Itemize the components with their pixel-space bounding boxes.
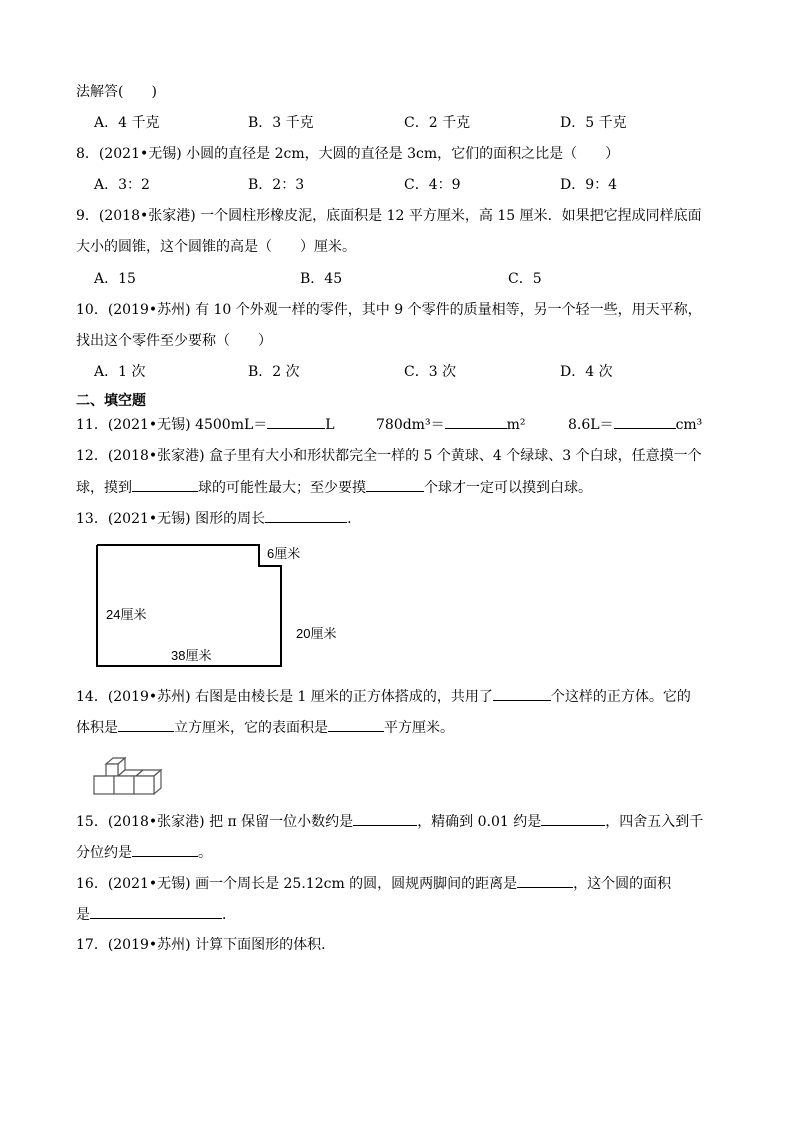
q14-blank-2[interactable]: [118, 717, 174, 732]
q13-text: 13．(2021•无锡) 图形的周长: [76, 511, 266, 527]
q8-stem: 8．(2021•无锡) 小圆的直径是 2cm，大圆的直径是 3cm，它们的面积之比是（ ）: [76, 146, 620, 162]
q11-part-3: [568, 414, 702, 435]
q9-option-a: A．15: [94, 271, 136, 287]
q13-label-right: 20厘米: [296, 626, 337, 641]
q12-text-b: 球的可能性最大；至少要摸: [198, 480, 366, 496]
q15-blank-3[interactable]: [132, 842, 198, 857]
q12-text-c: 个球才一定可以摸到白球。: [424, 480, 592, 496]
q16-stem-line1: [76, 873, 671, 894]
q10-stem-line1: 10．(2019•苏州) 有 10 个外观一样的零件，其中 9 个零件的质量相等，另一个轻一些，用天平称，: [76, 302, 702, 318]
q10-option-c: C．3 次: [404, 364, 457, 380]
q16-text-1a: 16．(2021•无锡) 画一个周长是 25.12cm 的圆，圆规两脚间的距离是: [76, 876, 518, 892]
q15-text-1b: ，精确到 0.01 约是: [417, 814, 542, 830]
q15-text-2b: 。: [198, 845, 212, 861]
q8-option-c: C．4：9: [404, 177, 461, 193]
q17-stem: 17．(2019•苏州) 计算下面图形的体积．: [76, 937, 336, 953]
q14-cube-figure: [92, 750, 164, 802]
q12-text-a: 球，摸到: [76, 480, 132, 496]
q14-text-2a: 体积是: [76, 720, 118, 736]
q15-blank-1[interactable]: [353, 811, 417, 826]
q10-option-a: A．1 次: [94, 364, 146, 380]
q11-blank-3[interactable]: [614, 414, 676, 429]
cube-front-face: [114, 776, 134, 794]
q11-part-3-text: 8.6L＝: [568, 417, 614, 433]
q16-stem-line2: [76, 904, 236, 925]
q7-option-d: D．5 千克: [560, 115, 627, 131]
q15-stem-line2: [76, 842, 212, 863]
q13-label-bottom: 38厘米: [171, 648, 212, 663]
q12-blank-2[interactable]: [366, 477, 424, 492]
cube-front-face: [134, 776, 154, 794]
q16-text-2a: 是: [76, 907, 90, 923]
q7-option-b: B．3 千克: [248, 115, 314, 131]
q14-blank-1[interactable]: [493, 686, 551, 701]
q14-text-1a: 14．(2019•苏州) 右图是由棱长是 1 厘米的正方体搭成的，共用了: [76, 689, 493, 705]
q11-part-2: [376, 414, 525, 435]
q10-option-b: B．2 次: [248, 364, 300, 380]
q13-blank[interactable]: [265, 508, 347, 523]
q14-stem-line2: [76, 717, 454, 738]
q15-blank-2[interactable]: [541, 811, 605, 826]
q14-text-2b: 立方厘米，它的表面积是: [174, 720, 328, 736]
q16-blank-2[interactable]: [90, 904, 222, 919]
q14-blank-3[interactable]: [328, 717, 384, 732]
q11-blank-2[interactable]: [445, 414, 507, 429]
cube-front-face: [106, 764, 118, 776]
q11-line: [76, 414, 335, 435]
q12-stem-line1: 12．(2018•张家港) 盒子里有大小和形状都完全一样的 5 个黄球、4 个绿球、3 个白球，任意摸一个: [76, 448, 702, 464]
q13-figure: [90, 540, 350, 675]
q13-end: .: [347, 511, 352, 527]
q9-stem-line2: 大小的圆锥，这个圆锥的高是（ ）厘米。: [76, 239, 356, 255]
q11-unit-1: L: [325, 417, 335, 433]
q7-option-c: C．2 千克: [404, 115, 471, 131]
q7-option-a: A．4 千克: [94, 115, 160, 131]
q8-option-d: D．9：4: [560, 177, 618, 193]
q16-text-2b: ．: [222, 907, 236, 923]
q11-unit-3: cm³: [675, 417, 703, 433]
q12-blank-1[interactable]: [132, 477, 198, 492]
q14-stem-line1: [76, 686, 691, 707]
section-title: 二、填空题: [76, 393, 146, 409]
q11-prefix: 11．(2021•无锡) 4500mL＝: [76, 417, 268, 433]
q15-text-2a: 分位约是: [76, 845, 132, 861]
q16-text-1b: ，这个圆的面积: [573, 876, 672, 892]
q14-text-1b: 个这样的正方体。它的: [550, 689, 691, 705]
q13-label-notch: 6厘米: [267, 546, 301, 561]
q7-tail: 法解答( ): [76, 84, 157, 100]
q15-text-1c: ，四舍五入到千: [605, 814, 704, 830]
q11-part-2-text: 780dm³＝: [376, 417, 445, 433]
q13-label-left: 24厘米: [106, 607, 147, 622]
q9-option-b: B．45: [300, 271, 343, 287]
q12-stem-line2: [76, 477, 592, 498]
q10-stem-line2: 找出这个零件至少要称（ ）: [76, 333, 272, 349]
q9-stem-line1: 9．(2018•张家港) 一个圆柱形橡皮泥，底面积是 12 平方厘米，高 15 厘米．如果把它捏成同样底面: [76, 208, 702, 224]
q8-option-b: B．2：3: [248, 177, 305, 193]
q11-blank-1[interactable]: [267, 414, 325, 429]
q11-unit-2: m²: [506, 417, 526, 433]
q14-text-2c: 平方厘米。: [384, 720, 454, 736]
q15-stem-line1: [76, 811, 703, 832]
q8-option-a: A．3：2: [94, 177, 150, 193]
q16-blank-1[interactable]: [517, 873, 573, 888]
q10-option-d: D．4 次: [560, 364, 613, 380]
q15-text-1a: 15．(2018•张家港) 把 π 保留一位小数约是: [76, 814, 354, 830]
q13-stem: [76, 508, 352, 529]
q9-option-c: C．5: [508, 271, 542, 287]
cube-front-face: [94, 776, 114, 794]
